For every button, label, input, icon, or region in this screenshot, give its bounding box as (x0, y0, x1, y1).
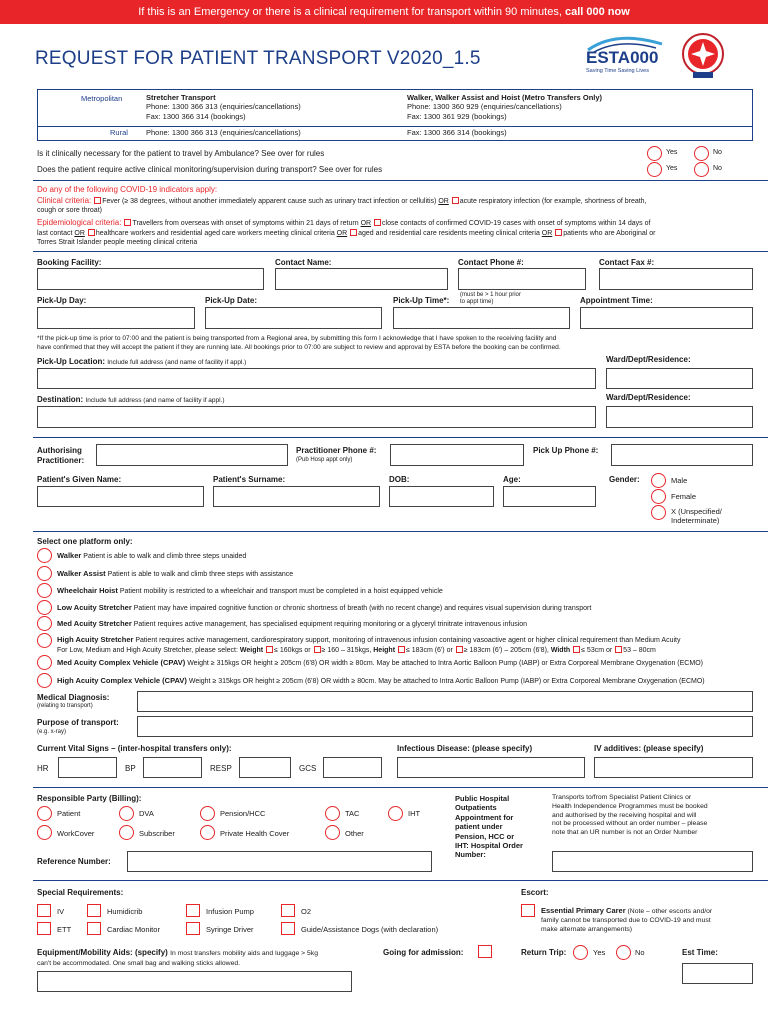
destination-label: Destination: Include full address (and name of facility if appl.) (37, 395, 225, 404)
guide-dogs-checkbox[interactable] (281, 922, 295, 935)
gender-x-radio[interactable] (651, 505, 666, 520)
billing-tac-label: TAC (345, 809, 360, 818)
billing-dva-label: DVA (139, 809, 154, 818)
cardiac-label: Cardiac Monitor (107, 925, 160, 934)
reference-input[interactable] (127, 851, 432, 872)
ward2-label: Ward/Dept/Residence: (606, 393, 691, 402)
return-yes-radio[interactable] (573, 945, 588, 960)
iv-additives-label: IV additives: (please specify) (594, 744, 704, 753)
gender-female-radio[interactable] (651, 489, 666, 504)
billing-patient-radio[interactable] (37, 806, 52, 821)
given-name-label: Patient's Given Name: (37, 475, 122, 484)
las-radio[interactable] (37, 600, 52, 615)
q1-no-label: No (713, 149, 722, 156)
infectious-label: Infectious Disease: (please specify) (397, 744, 533, 753)
iv-checkbox[interactable] (37, 904, 51, 917)
width-80-checkbox[interactable] (615, 646, 622, 653)
hoist-radio[interactable] (37, 583, 52, 598)
contact-name-label: Contact Name: (275, 258, 332, 267)
pickup-date-label: Pick-Up Date: (205, 296, 258, 305)
billing-iht-label: IHT (408, 809, 421, 818)
guide-dogs-label: Guide/Assistance Dogs (with declaration) (301, 925, 439, 934)
walker-option: Walker Patient is able to walk and climb three steps unaided (57, 551, 247, 560)
billing-pension-label: Pension/HCC (220, 809, 266, 818)
logo-text: ESTA (586, 48, 631, 67)
female-label: Female (671, 492, 697, 501)
mcpav-option: Med Acuity Complex Vehicle (CPAV) Weight ≥ 315kgs OR height ≥ 205cm (6'8) OR width ≥ 80cm. May be attached to Intra Aortic Balloon Pump (IABP) or Extra Corporeal Membrane Oxygenation (ECMO) (57, 658, 703, 667)
contact-fax-input[interactable] (599, 268, 753, 290)
infusion-checkbox[interactable] (186, 904, 200, 917)
billing-tac-radio[interactable] (325, 806, 340, 821)
q2-yes-label: Yes (666, 165, 678, 172)
rural-label: Rural (110, 128, 128, 137)
contact-name-input[interactable] (275, 268, 448, 290)
purpose-label: Purpose of transport: (37, 718, 119, 727)
page-title: REQUEST FOR PATIENT TRANSPORT V2020_1.5 (35, 48, 481, 69)
dob-label: DOB: (389, 475, 410, 484)
covid-heading: Do any of the following COVID-19 indicators apply: (37, 185, 218, 194)
syringe-label: Syringe Driver (206, 925, 254, 934)
banner-call: call 000 now (564, 6, 630, 18)
weight-160-checkbox[interactable] (266, 646, 273, 653)
walker-assist-option: Walker Assist Patient is able to walk and climb three steps with assistance (57, 569, 294, 578)
pickup-location-label: Pick-Up Location: Include full address (and name of facility if appl.) (37, 357, 247, 366)
authorising-label: Authorising Practitioner: (37, 446, 85, 465)
age-input[interactable] (503, 486, 596, 507)
fever-checkbox[interactable] (94, 197, 101, 204)
q2-no-label: No (713, 165, 722, 172)
hcpav-radio[interactable] (37, 673, 52, 688)
o2-label: O2 (301, 907, 312, 916)
vitals-label: Current Vital Signs – (inter-hospital transfers only): (37, 744, 232, 753)
est-time-label: Est Time: (682, 948, 718, 957)
height-183-checkbox[interactable] (398, 646, 405, 653)
height-205-checkbox[interactable] (456, 646, 463, 653)
walker-contact: Walker, Walker Assist and Hoist (Metro Transfers Only) Phone: 1300 360 929 (enquiries/cancellations) Fax: 1300 361 929 (bookings) (407, 93, 603, 121)
metro-label: Metropolitan (81, 94, 123, 103)
purpose-input[interactable] (137, 716, 753, 737)
has-option: High Acuity Stretcher Patient requires active management, cardiorespiratory support, monitoring of intravenous infusion containing vasoactive agent or higher clinical requirement than Medium Acuity For Low, Medium and High Acuity Stretcher, please select: Weight ≤ 160kgs or ≥ 160 – 315kgs, Height ≤ 183cm (6') or ≥ 183cm (6') – 205cm (6'8), Width ≤ 53cm or 53 – 80cm (57, 635, 681, 654)
diagnosis-input[interactable] (137, 691, 753, 712)
walker-assist-radio[interactable] (37, 566, 52, 581)
logo-tagline: Saving Time Saving Lives (586, 68, 649, 74)
authorising-input[interactable] (96, 444, 288, 466)
billing-iht-radio[interactable] (388, 806, 403, 821)
ward1-label: Ward/Dept/Residence: (606, 355, 691, 364)
bp-input[interactable] (143, 757, 202, 778)
appt-time-input[interactable] (580, 307, 753, 329)
ambulance-crest-icon (681, 32, 725, 80)
billing-subscriber-radio[interactable] (119, 825, 134, 840)
purpose-hint: (e.g. x-ray) (37, 729, 67, 735)
ward1-input[interactable] (606, 368, 753, 389)
width-53-checkbox[interactable] (573, 646, 580, 653)
booking-facility-input[interactable] (37, 268, 264, 290)
pickup-day-input[interactable] (37, 307, 195, 329)
billing-workcover-label: WorkCover (57, 829, 95, 838)
pickup-date-input[interactable] (205, 307, 382, 329)
admission-label: Going for admission: (383, 948, 464, 957)
covid-clinical: Clinical criteria: Fever (≥ 38 degrees, without another immediately apparent cause such as urinary tract infection or cellulitis) OR acute respiratory infection (for example, shortness of breath, cough or sore throat) (37, 196, 647, 214)
billing-heading: Responsible Party (Billing): (37, 794, 142, 803)
equipment-label: Equipment/Mobility Aids: (specify) In most transfers mobility aids and luggage > 5kg can't be accommodated. One small bag and walking sticks allowed. (37, 948, 318, 968)
emergency-banner (0, 0, 768, 24)
diagnosis-hint: (relating to transport) (37, 703, 93, 709)
ett-label: ETT (57, 925, 72, 934)
infusion-label: Infusion Pump (206, 907, 254, 916)
return-no-label: No (635, 948, 645, 957)
infectious-input[interactable] (397, 757, 585, 778)
hoist-option: Wheelchair Hoist Patient mobility is restricted to a wheelchair and transport must be completed in a hoist equipped vehicle (57, 586, 443, 595)
pickup-time-disclaimer: *If the pick-up time is prior to 07:00 and the patient is being transported from a Regional area, by submitting this form I acknowledge that I have spoken to the receiving facility and have confirmed that they will accept the patient if they are running late. All bookings prior to 07:00 are subject to review and approval by ESTA before the booking can be confirmed. (37, 335, 561, 351)
special-heading: Special Requirements: (37, 888, 124, 897)
ward2-input[interactable] (606, 406, 753, 428)
q2-yes-radio[interactable] (647, 162, 662, 177)
billing-private-radio[interactable] (200, 825, 215, 840)
iv-label: IV (57, 907, 65, 916)
has-radio[interactable] (37, 633, 52, 648)
age-label: Age: (503, 475, 521, 484)
platform-heading: Select one platform only: (37, 537, 133, 546)
banner-text: If this is an Emergency or there is a clinical requirement for transport within 90 minutes, (138, 6, 562, 18)
reference-label: Reference Number: (37, 857, 111, 866)
travellers-checkbox[interactable] (124, 219, 131, 226)
cardiac-checkbox[interactable] (87, 922, 101, 935)
return-trip-label: Return Trip: (521, 948, 567, 957)
equipment-input[interactable] (37, 971, 352, 992)
hr-label: HR (37, 764, 49, 773)
respiratory-checkbox[interactable] (452, 197, 459, 204)
pickup-time-label: Pick-Up Time*: (393, 296, 450, 305)
o2-checkbox[interactable] (281, 904, 295, 917)
pickup-time-note: (must be > 1 hour prior to appt time) (460, 292, 521, 306)
billing-other-radio[interactable] (325, 825, 340, 840)
logo-num: 000 (630, 48, 659, 67)
x-label: X (Unspecified/ Indeterminate) (671, 507, 722, 526)
close-contacts-checkbox[interactable] (374, 219, 381, 226)
covid-epidemiological: Epidemiological criteria: Travellers from overseas with onset of symptoms within 21 days of return OR close contacts of confirmed COVID-19 cases with onset of symptoms within 14 days of last contact OR healthcare workers and residential aged care workers meeting clinical criteria OR aged and residential care residents meeting clinical criteria OR patients who are Aboriginal or Torres Strait Islander people meeting clinical criteria (37, 218, 656, 246)
rural-fax: Fax: 1300 366 314 (bookings) (407, 128, 507, 137)
rural-phone: Phone: 1300 366 313 (enquiries/cancellations) (146, 128, 301, 137)
admission-checkbox[interactable] (478, 945, 492, 958)
given-name-input[interactable] (37, 486, 204, 507)
syringe-checkbox[interactable] (186, 922, 200, 935)
pickup-phone-label: Pick Up Phone #: (533, 446, 599, 455)
gcs-input[interactable] (323, 757, 382, 778)
mas-radio[interactable] (37, 616, 52, 631)
gender-male-radio[interactable] (651, 473, 666, 488)
weight-315-checkbox[interactable] (314, 646, 321, 653)
walker-radio[interactable] (37, 548, 52, 563)
esta-logo (586, 36, 664, 78)
pickup-day-label: Pick-Up Day: (37, 296, 87, 305)
surname-label: Patient's Surname: (213, 475, 286, 484)
billing-patient-label: Patient (57, 809, 81, 818)
humidicrib-checkbox[interactable] (87, 904, 101, 917)
pickup-phone-input[interactable] (611, 444, 753, 466)
pickup-location-input[interactable] (37, 368, 596, 389)
gcs-label: GCS (299, 764, 317, 773)
epc-label: Essential Primary Carer (Note – other escorts and/or family cannot be transported due to COVID-19 and must make alternate arrangements) (541, 906, 713, 933)
return-no-radio[interactable] (616, 945, 631, 960)
dob-input[interactable] (389, 486, 494, 507)
escort-heading: Escort: (521, 888, 549, 897)
contacts-box (37, 89, 753, 141)
practitioner-phone-hint: (Pub Hosp appt only) (296, 457, 353, 463)
resp-label: RESP (210, 764, 232, 773)
mas-option: Med Acuity Stretcher Patient requires active management, has specialised equipment requiring monitoring or a glyceryl trinitrate intravenous infusion (57, 619, 528, 628)
ett-checkbox[interactable] (37, 922, 51, 935)
resp-input[interactable] (239, 757, 291, 778)
epc-checkbox[interactable] (521, 904, 535, 917)
aboriginal-checkbox[interactable] (555, 229, 562, 236)
male-label: Male (671, 476, 688, 485)
pho-note: Transports to/from Specialist Patient Clinics or Health Independence Programmes must be booked and authorised by the receiving hospital and will not be processed without an order number – please note that an UR number is not an Order Number (552, 794, 708, 837)
aged-care-checkbox[interactable] (350, 229, 357, 236)
stretcher-contact: Stretcher Transport Phone: 1300 366 313 (enquiries/cancellations) Fax: 1300 366 314 (bookings) (146, 93, 301, 121)
pho-label: Public Hospital Outpatients Appointment for patient under Pension, HCC or IHT: Hospital Order Number: (455, 794, 523, 860)
billing-private-label: Private Health Cover (220, 829, 290, 838)
contact-phone-input[interactable] (458, 268, 586, 290)
appt-time-label: Appointment Time: (580, 296, 653, 305)
bp-label: BP (125, 764, 136, 773)
order-number-input[interactable] (552, 851, 753, 872)
healthcare-workers-checkbox[interactable] (88, 229, 95, 236)
surname-input[interactable] (213, 486, 380, 507)
billing-dva-radio[interactable] (119, 806, 134, 821)
question-ambulance: Is it clinically necessary for the patient to travel by Ambulance? See over for rules (37, 149, 325, 158)
contact-phone-label: Contact Phone #: (458, 258, 524, 267)
practitioner-phone-label: Practitioner Phone #: (296, 446, 377, 455)
question-monitoring: Does the patient require active clinical monitoring/supervision during transport? See over for rules (37, 165, 383, 174)
hr-input[interactable] (58, 757, 117, 778)
booking-facility-label: Booking Facility: (37, 258, 102, 267)
diagnosis-label: Medical Diagnosis: (37, 693, 110, 702)
destination-input[interactable] (37, 406, 596, 428)
billing-other-label: Other (345, 829, 364, 838)
return-yes-label: Yes (593, 948, 606, 957)
hcpav-option: High Acuity Complex Vehicle (CPAV) Weight ≥ 315kgs OR height ≥ 205cm (6'8) OR width ≥ 80cm. May be attached to Intra Aortic Balloon Pump (IABP) or Extra Corporeal Membrane Oxygenation (ECMO) (57, 676, 705, 685)
q1-yes-label: Yes (666, 149, 678, 156)
q1-yes-radio[interactable] (647, 146, 662, 161)
q2-no-radio[interactable] (694, 162, 709, 177)
billing-subscriber-label: Subscriber (139, 829, 175, 838)
est-time-input[interactable] (682, 963, 753, 984)
billing-workcover-radio[interactable] (37, 825, 52, 840)
humidicrib-label: Humidicrib (107, 907, 143, 916)
las-option: Low Acuity Stretcher Patient may have impaired cognitive function or chronic shortness of breath (with no recent change) and requires visual supervision during transport (57, 603, 592, 612)
contact-fax-label: Contact Fax #: (599, 258, 655, 267)
q1-no-radio[interactable] (694, 146, 709, 161)
mcpav-radio[interactable] (37, 655, 52, 670)
practitioner-phone-input[interactable] (390, 444, 524, 466)
gender-label: Gender: (609, 475, 640, 484)
iv-additives-input[interactable] (594, 757, 753, 778)
pickup-time-input[interactable] (393, 307, 570, 329)
billing-pension-radio[interactable] (200, 806, 215, 821)
